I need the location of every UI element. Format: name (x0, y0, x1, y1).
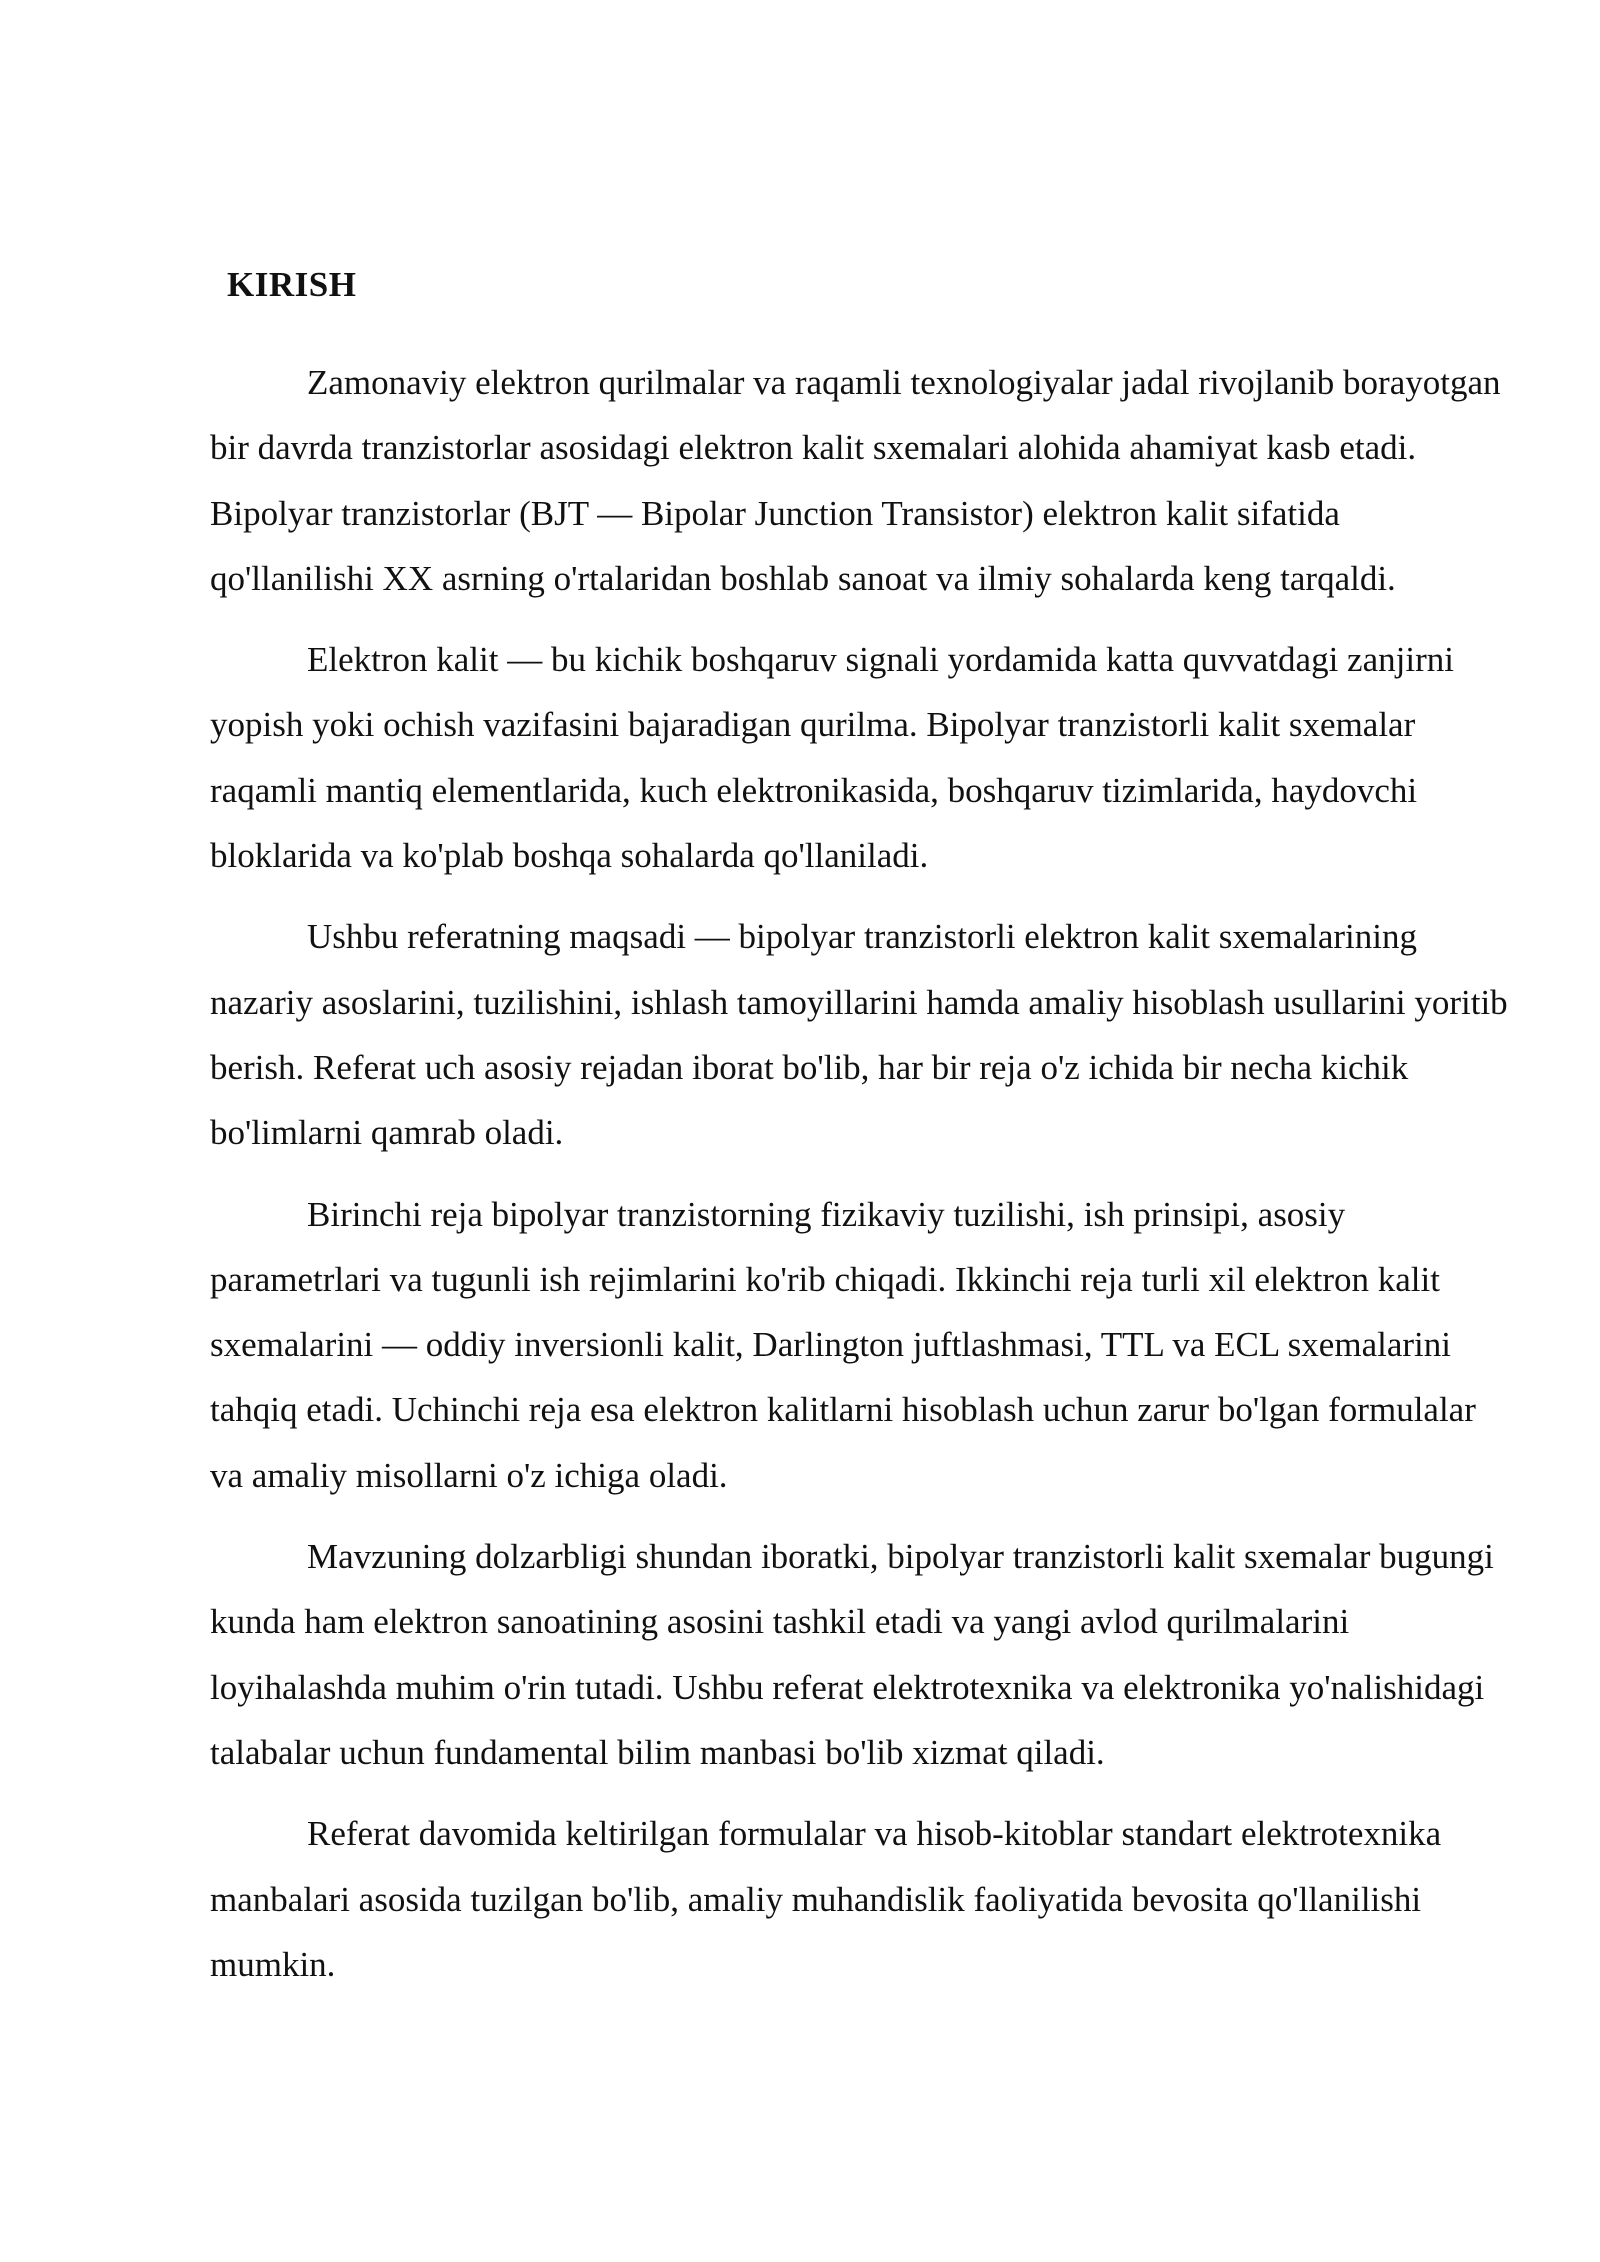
document-body (210, 350, 1510, 2013)
paragraph-1: Zamonaviy elektron qurilmalar va raqamli texnologiyalar jadal rivojlanib borayotgan bir davrda tranzistorlar asosidagi elektron kalit sxemalari alohida ahamiyat kasb etadi. Bipolyar tranzistorlar (BJT — Bipolar Junction Transistor) elektron kalit sifatida qo'llanilishi XX asrning o'rtalaridan boshlab sanoat va ilmiy sohalarda keng tarqaldi. (210, 363, 1501, 598)
paragraph-3: Ushbu referatning maqsadi — bipolyar tranzistorli elektron kalit sxemalarining nazariy asoslarini, tuzilishini, ishlash tamoyillarini hamda amaliy hisoblash usullarini yoritib berish. Referat uch asosiy rejadan iborat bo'lib, har bir reja o'z ichida bir necha kichik bo'limlarni qamrab oladi. (210, 917, 1508, 1153)
paragraph-5: Mavzuning dolzarbligi shundan iboratki, bipolyar tranzistorli kalit sxemalar bugungi kunda ham elektron sanoatining asosini tashkil etadi va yangi avlod qurilmalarini loyihalashda muhim o'rin tutadi. Ushbu referat elektrotexnika va elektronika yo'nalishidagi talabalar uchun fundamental bilim manbasi bo'lib xizmat qiladi. (210, 1537, 1494, 1772)
paragraph-4: Birinchi reja bipolyar tranzistorning fizikaviy tuzilishi, ish prinsipi, asosiy parametrlari va tugunli ish rejimlarini ko'rib chiqadi. Ikkinchi reja turli xil elektron kalit sxemalarini — oddiy inversionli kalit, Darlington juftlashmasi, TTL va ECL sxemalarini tahqiq etadi. Uchinchi reja esa elektron kalitlarni hisoblash uchun zarur bo'lgan formulalar va amaliy misollarni o'z ichiga oladi. (210, 1194, 1476, 1495)
paragraph-2: Elektron kalit — bu kichik boshqaruv signali yordamida katta quvvatdagi zanjirni yopish yoki ochish vazifasini bajaradigan qurilma. Bipolyar tranzistorli kalit sxemalar raqamli mantiq elementlarida, kuch elektronikasida, boshqaruv tizimlarida, haydovchi bloklarida va ko'plab boshqa sohalarda qo'llaniladi. (210, 640, 1454, 876)
section-heading: KIRISH (227, 265, 357, 304)
paragraph-6: Referat davomida keltirilgan formulalar va hisob-kitoblar standart elektrotexnika manbalari asosida tuzilgan bo'lib, amaliy muhandislik faoliyatida bevosita qo'llanilishi mumkin. (210, 1814, 1442, 1984)
